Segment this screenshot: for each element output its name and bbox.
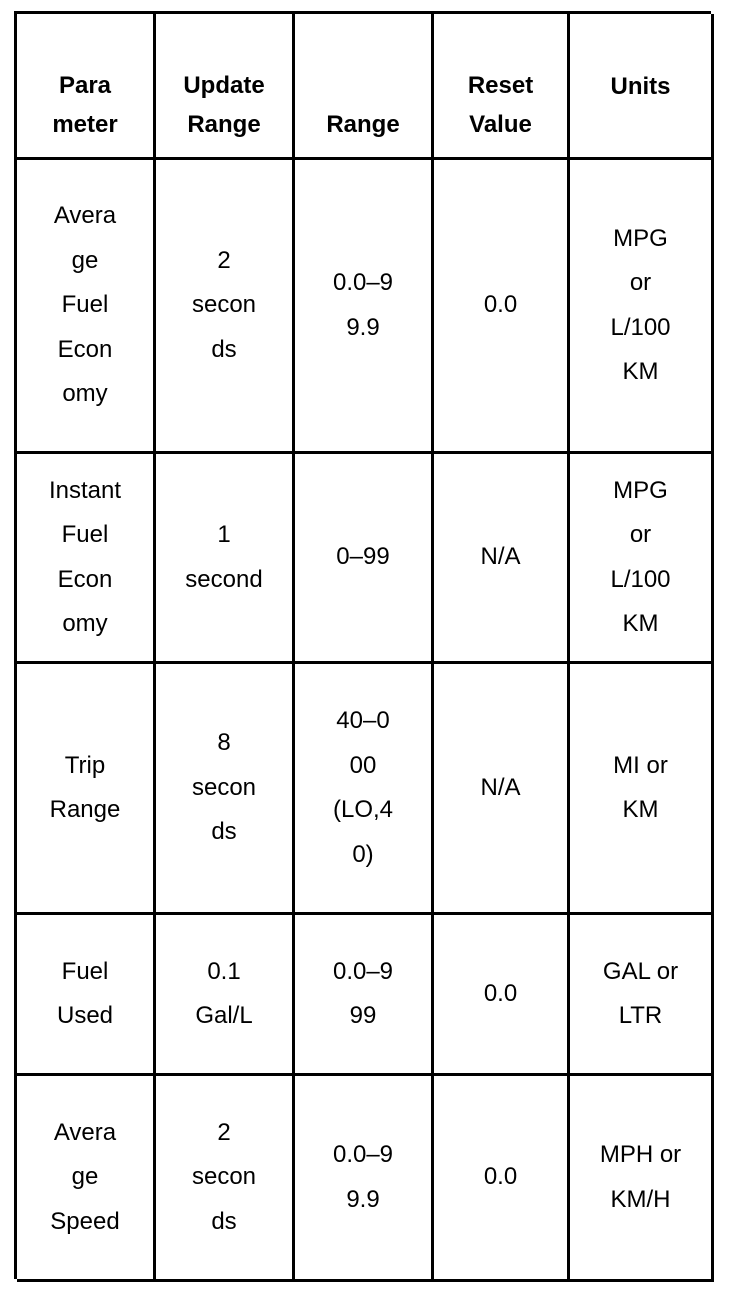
cell-text: 0.0 — [483, 979, 518, 1007]
fuel-parameters-table — [14, 11, 711, 1279]
cell-text: 0.0 — [483, 291, 518, 319]
row-average-speed-reset — [434, 1076, 570, 1282]
row-fuel-used-parameter — [17, 915, 156, 1076]
cell-text: Trip Range — [49, 751, 121, 823]
cell-text: MI or KM — [613, 751, 668, 823]
cell-text: N/A — [480, 543, 521, 571]
row-instant-fuel-economy-reset — [434, 454, 570, 664]
header-label: Units — [610, 73, 671, 100]
row-instant-fuel-economy-range — [295, 454, 434, 664]
cell-text: MPH or KM/H — [599, 1141, 682, 1213]
row-fuel-used-reset — [434, 915, 570, 1076]
row-average-speed-update — [156, 1076, 295, 1282]
cell-text: 0.0–9 99 — [332, 957, 394, 1029]
cell-text: 0.0–9 9.9 — [332, 1141, 394, 1213]
header-reset-value — [434, 14, 570, 160]
row-fuel-used-units — [570, 915, 714, 1076]
row-average-fuel-economy-update — [156, 160, 295, 454]
row-trip-range-update — [156, 664, 295, 915]
cell-text: 0.0 — [483, 1163, 518, 1191]
row-average-fuel-economy-parameter — [17, 160, 156, 454]
cell-text: 0–99 — [336, 543, 390, 571]
row-instant-fuel-economy-units — [570, 454, 714, 664]
cell-text: Avera ge Fuel Econ omy — [53, 202, 117, 408]
cell-text: Instant Fuel Econ omy — [48, 476, 122, 637]
cell-text: MPG or L/100 KM — [610, 476, 671, 637]
cell-text: 0.1 Gal/L — [195, 957, 253, 1029]
row-average-speed-parameter — [17, 1076, 156, 1282]
cell-text: 1 second — [185, 521, 263, 593]
header-label: Update Range — [183, 72, 265, 138]
header-parameter — [17, 14, 156, 160]
row-trip-range-parameter — [17, 664, 156, 915]
row-average-fuel-economy-reset — [434, 160, 570, 454]
header-range — [295, 14, 434, 160]
row-average-fuel-economy-units — [570, 160, 714, 454]
cell-text: 8 secon ds — [191, 729, 257, 846]
row-instant-fuel-economy-parameter — [17, 454, 156, 664]
cell-text: 0.0–9 9.9 — [332, 269, 394, 341]
row-average-speed-units — [570, 1076, 714, 1282]
cell-text: Avera ge Speed — [50, 1118, 120, 1235]
cell-text: 2 secon ds — [191, 1118, 257, 1235]
row-trip-range-range — [295, 664, 434, 915]
header-label: Range — [326, 111, 400, 138]
header-label: Reset Value — [467, 72, 534, 138]
row-trip-range-units — [570, 664, 714, 915]
header-label: Para meter — [52, 72, 118, 138]
row-trip-range-reset — [434, 664, 570, 915]
cell-text: Fuel Used — [56, 957, 114, 1029]
cell-text: 40–0 00 (LO,4 0) — [332, 707, 394, 868]
row-instant-fuel-economy-update — [156, 454, 295, 664]
row-fuel-used-update — [156, 915, 295, 1076]
row-average-fuel-economy-range — [295, 160, 434, 454]
cell-text: MPG or L/100 KM — [610, 224, 671, 385]
cell-text: 2 secon ds — [191, 246, 257, 363]
cell-text: GAL or LTR — [602, 957, 679, 1029]
row-average-speed-range — [295, 1076, 434, 1282]
row-fuel-used-range — [295, 915, 434, 1076]
cell-text: N/A — [480, 773, 521, 801]
header-update-range — [156, 14, 295, 160]
header-units — [570, 14, 714, 160]
